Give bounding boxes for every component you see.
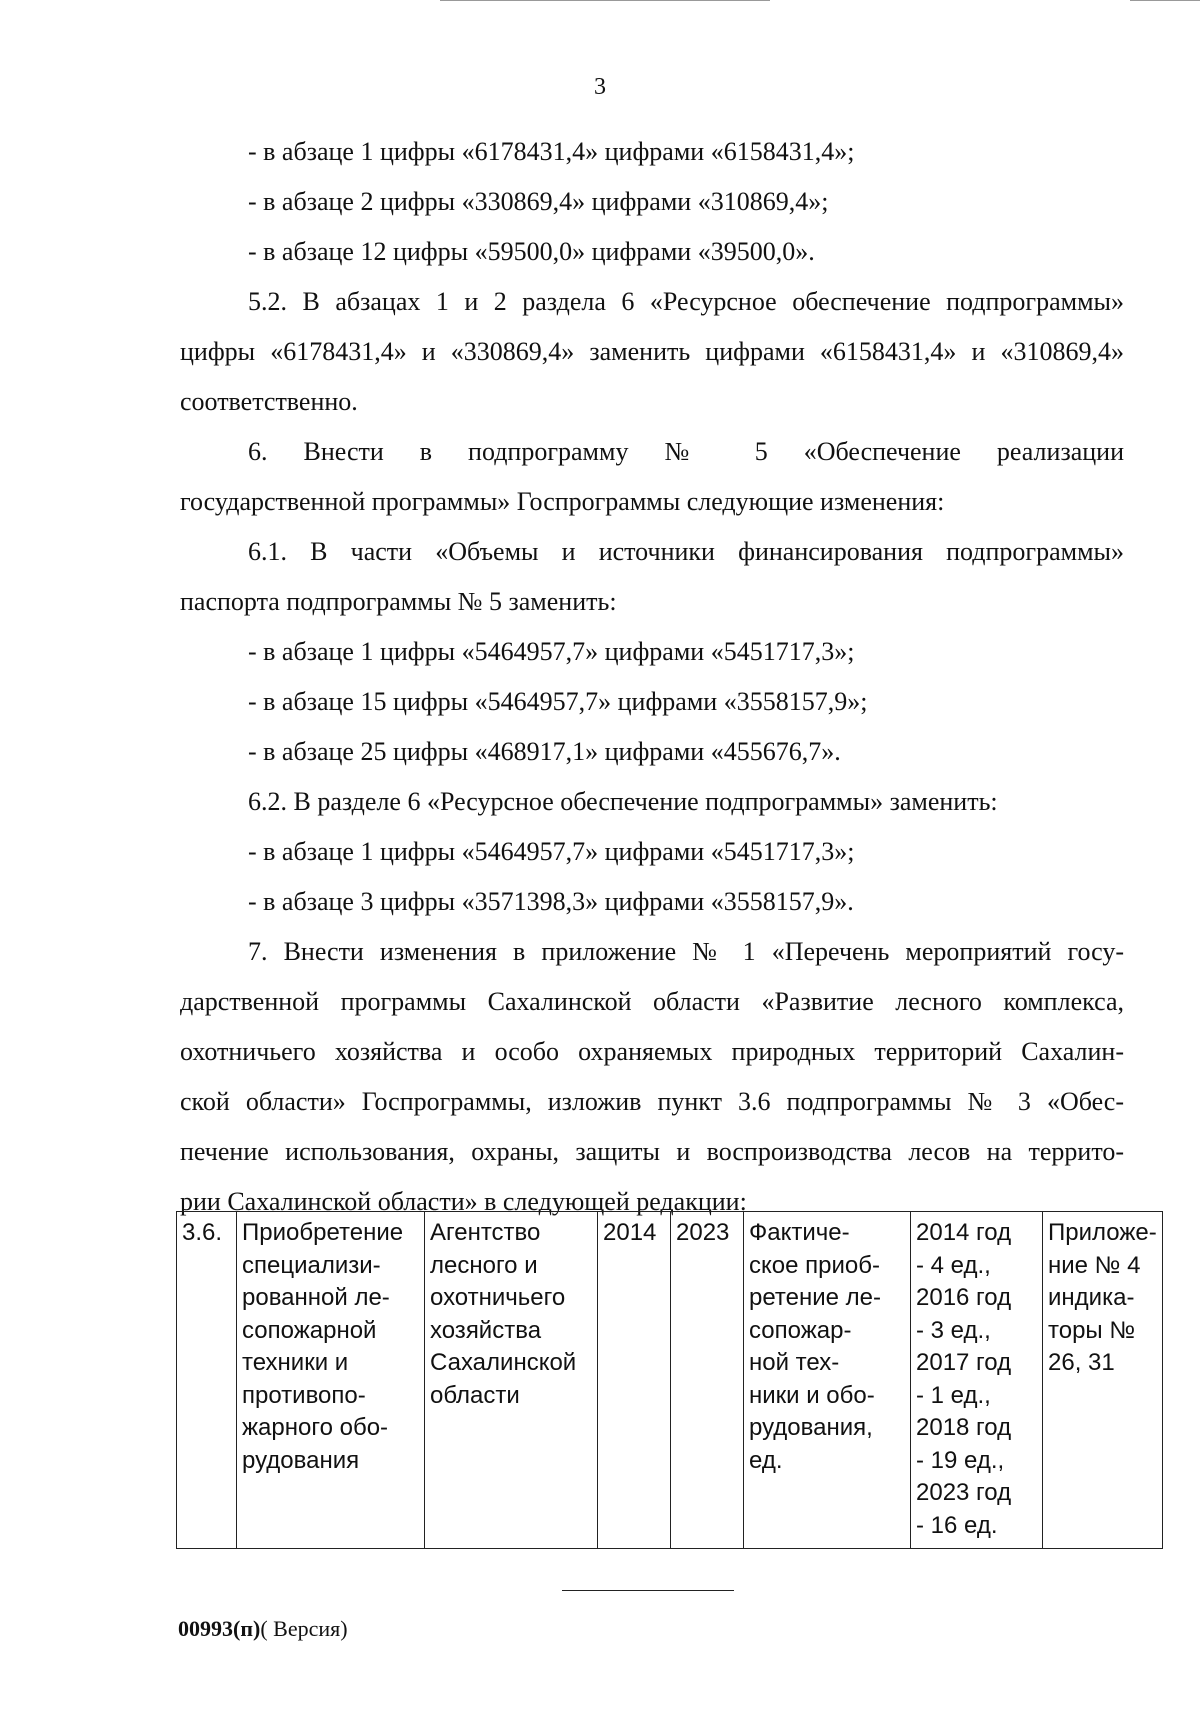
paragraph-line: ской области» Госпрограммы, изложив пункт 3.6 подпрограммы № 3 «Обес- <box>180 1087 1124 1116</box>
document-body <box>180 127 1124 1227</box>
table-cell-values: 2014 год - 4 ед., 2016 год - 3 ед., 2017 год - 1 ед., 2018 год - 19 ед., 2023 год - 16 ед. <box>911 1212 1043 1549</box>
scan-edge-line <box>1130 0 1200 1</box>
paragraph-line: соответственно. <box>180 387 358 416</box>
paragraph-line: - в абзаце 2 цифры «330869,4» цифрами «310869,4»; <box>248 187 829 216</box>
table-cell-number: 3.6. <box>177 1212 237 1549</box>
paragraph-line: государственной программы» Госпрограммы следующие изменения: <box>180 487 945 516</box>
table-row <box>177 1212 1163 1549</box>
paragraph-line: охотничьего хозяйства и особо охраняемых природных территорий Сахалин- <box>180 1037 1124 1066</box>
paragraph-line: 7. Внести изменения в приложение № 1 «Перечень мероприятий госу- <box>248 937 1124 966</box>
paragraph-line: цифры «6178431,4» и «330869,4» заменить цифрами «6158431,4» и «310869,4» <box>180 337 1124 366</box>
paragraph-line: паспорта подпрограммы № 5 заменить: <box>180 587 617 616</box>
table-cell-measure: Приобретение специализи- рованной ле- сопожарной техники и противопо- жарного обо- рудования <box>237 1212 425 1549</box>
page-number: 3 <box>594 74 606 100</box>
paragraph-line: печение использования, охраны, защиты и воспроизводства лесов на террито- <box>180 1137 1124 1166</box>
paragraph-line: - в абзаце 25 цифры «468917,1» цифрами «455676,7». <box>248 737 841 766</box>
paragraph-line: - в абзаце 1 цифры «5464957,7» цифрами «5451717,3»; <box>248 837 855 866</box>
document-code <box>178 1616 348 1642</box>
paragraph-line: 6.1. В части «Объемы и источники финансирования подпрограммы» <box>248 537 1124 566</box>
paragraph-line: - в абзаце 15 цифры «5464957,7» цифрами «3558157,9»; <box>248 687 868 716</box>
paragraph-line: - в абзаце 1 цифры «6178431,4» цифрами «6158431,4»; <box>248 137 855 166</box>
paragraph-line: - в абзаце 12 цифры «59500,0» цифрами «39500,0». <box>248 237 815 266</box>
table-cell-result: Фактиче- ское приоб- ретение ле- сопожар- ной тех- ники и обо- рудования, ед. <box>744 1212 911 1549</box>
table-cell-end-year: 2023 <box>671 1212 744 1549</box>
table-cell-start-year: 2014 <box>598 1212 671 1549</box>
table-cell-executor: Агентство лесного и охотничьего хозяйства Сахалинской области <box>425 1212 598 1549</box>
paragraph-line: 5.2. В абзацах 1 и 2 раздела 6 «Ресурсное обеспечение подпрограммы» <box>248 287 1124 316</box>
scan-edge-line <box>440 0 770 1</box>
document-code-version: ( Версия) <box>260 1616 348 1641</box>
table-cell-indicators: Приложе- ние № 4 индика- торы № 26, 31 <box>1043 1212 1163 1549</box>
paragraph-line: дарственной программы Сахалинской области «Развитие лесного комплекса, <box>180 987 1124 1016</box>
paragraph-line: - в абзаце 3 цифры «3571398,3» цифрами «3558157,9». <box>248 887 854 916</box>
measures-table <box>176 1211 1163 1549</box>
paragraph-line: 6. Внести в подпрограмму № 5 «Обеспечение реализации <box>248 437 1124 466</box>
footer-divider <box>562 1590 734 1591</box>
paragraph-line: - в абзаце 1 цифры «5464957,7» цифрами «5451717,3»; <box>248 637 855 666</box>
paragraph-line: 6.2. В разделе 6 «Ресурсное обеспечение подпрограммы» заменить: <box>248 787 998 816</box>
paragraph-line: рии Сахалинской области» в следующей редакции: <box>180 1187 747 1216</box>
document-code-bold: 00993(п) <box>178 1616 261 1641</box>
